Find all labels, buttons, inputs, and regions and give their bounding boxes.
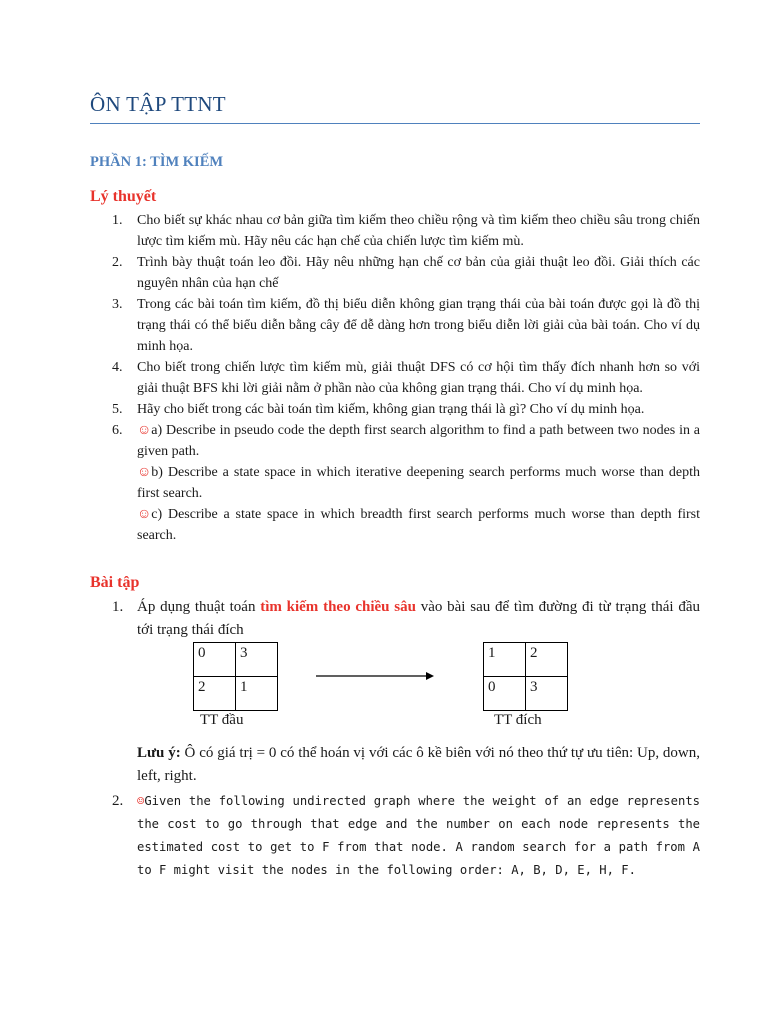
list-item <box>90 210 700 252</box>
item-text <box>137 790 700 882</box>
smiley-icon: ☺ <box>137 465 152 480</box>
grid-cell: 2 <box>526 643 568 677</box>
text-segment: Given the following undirected graph where the weight of an edge represents the cost to go through that edge and the number on each node represents the estimated cost to get to F from that node. A random search for a path from A to F might visit the nodes in the following order: A, B, D, E, H, F. <box>137 794 700 877</box>
part1-heading: PHẦN 1: TÌM KIẾM <box>90 154 224 170</box>
list-item <box>90 357 700 399</box>
grid-cell: 2 <box>194 677 236 711</box>
item-text: Cho biết trong chiến lược tìm kiếm mù, giải thuật DFS có cơ hội tìm thấy đích nhanh hơn so với giải thuật BFS khi lời giải nằm ở phần nào của không gian trạng thái. Cho ví dụ minh họa. <box>137 360 700 396</box>
item-number: 2. <box>112 793 124 809</box>
exercise-heading: Bài tập <box>90 574 140 591</box>
goal-state-caption: TT đích <box>494 712 542 728</box>
grid-cell: 0 <box>484 677 526 711</box>
text-segment: Áp dụng thuật toán <box>137 599 261 615</box>
item-number: 5. <box>112 402 123 417</box>
grid-cell: 3 <box>236 643 278 677</box>
exercise-item-1 <box>90 596 700 642</box>
arrow-right-icon <box>316 669 436 683</box>
item-sub-a <box>137 420 700 462</box>
note-label: Lưu ý: <box>137 745 181 761</box>
item-sub-b <box>137 462 700 504</box>
item-number: 3. <box>112 297 123 312</box>
item-number: 1. <box>112 213 123 228</box>
item-number: 2. <box>112 255 123 270</box>
item-text: Trình bày thuật toán leo đồi. Hãy nêu những hạn chế cơ bản của giải thuật leo đồi. Giải thích các nguyên nhân của hạn chế <box>137 255 700 291</box>
smiley-icon: ☺ <box>137 507 152 522</box>
document-title: ÔN TẬP TTNT <box>90 92 226 116</box>
highlight-text: tìm kiếm theo chiều sâu <box>260 599 416 615</box>
item-number: 4. <box>112 360 123 375</box>
start-state-caption: TT đầu <box>200 712 244 728</box>
grid-cell: 3 <box>526 677 568 711</box>
note-paragraph <box>137 742 700 788</box>
list-item <box>90 399 700 420</box>
title-divider <box>90 123 700 124</box>
theory-heading: Lý thuyết <box>90 188 157 205</box>
item-number: 1. <box>112 599 124 615</box>
item-number: 6. <box>112 423 123 438</box>
exercise-item-2 <box>90 790 700 882</box>
item-text <box>137 596 700 642</box>
item-text: Hãy cho biết trong các bài toán tìm kiếm, không gian trạng thái là gì? Cho ví dụ minh họa. <box>137 402 645 417</box>
list-item <box>90 420 700 546</box>
note-text: Ô có giá trị = 0 có thể hoán vị với các ô kề biên với nó theo thứ tự ưu tiên: Up, down, left, right. <box>137 745 701 784</box>
list-item <box>90 252 700 294</box>
smiley-icon: ☺ <box>137 794 145 808</box>
grid-cell: 0 <box>194 643 236 677</box>
grid-cell: 1 <box>236 677 278 711</box>
item-text: b) Describe a state space in which iterative deepening search performs much worse than depth first search. <box>137 465 700 501</box>
item-text: a) Describe in pseudo code the depth first search algorithm to find a path between two nodes in a given path. <box>137 423 700 459</box>
smiley-icon: ☺ <box>137 423 152 438</box>
item-text: Cho biết sự khác nhau cơ bản giữa tìm kiếm theo chiều rộng và tìm kiếm theo chiều sâu trong chiến lược tìm kiếm mù. Hãy nêu các hạn chế của chiến lược tìm kiếm mù. <box>137 213 700 249</box>
start-state-grid <box>193 642 278 711</box>
list-item <box>90 596 700 642</box>
item-text: Trong các bài toán tìm kiếm, đồ thị biểu diễn không gian trạng thái của bài toán được gọi là đồ thị trạng thái có thể biểu diễn bằng cây để dễ dàng hơn trong biểu diễn lời giải của bài toán. Cho ví dụ minh họa. <box>137 297 700 354</box>
item-text: c) Describe a state space in which breadth first search performs much worse than depth first search. <box>137 507 700 543</box>
item-sub-c <box>137 504 700 546</box>
list-item <box>90 790 700 882</box>
grid-cell: 1 <box>484 643 526 677</box>
list-item <box>90 294 700 357</box>
theory-list <box>90 210 700 546</box>
text-segment: vào bài sau để tìm đường đi từ trạng thái đầu tới trạng thái đích <box>137 599 701 638</box>
goal-state-grid <box>483 642 568 711</box>
